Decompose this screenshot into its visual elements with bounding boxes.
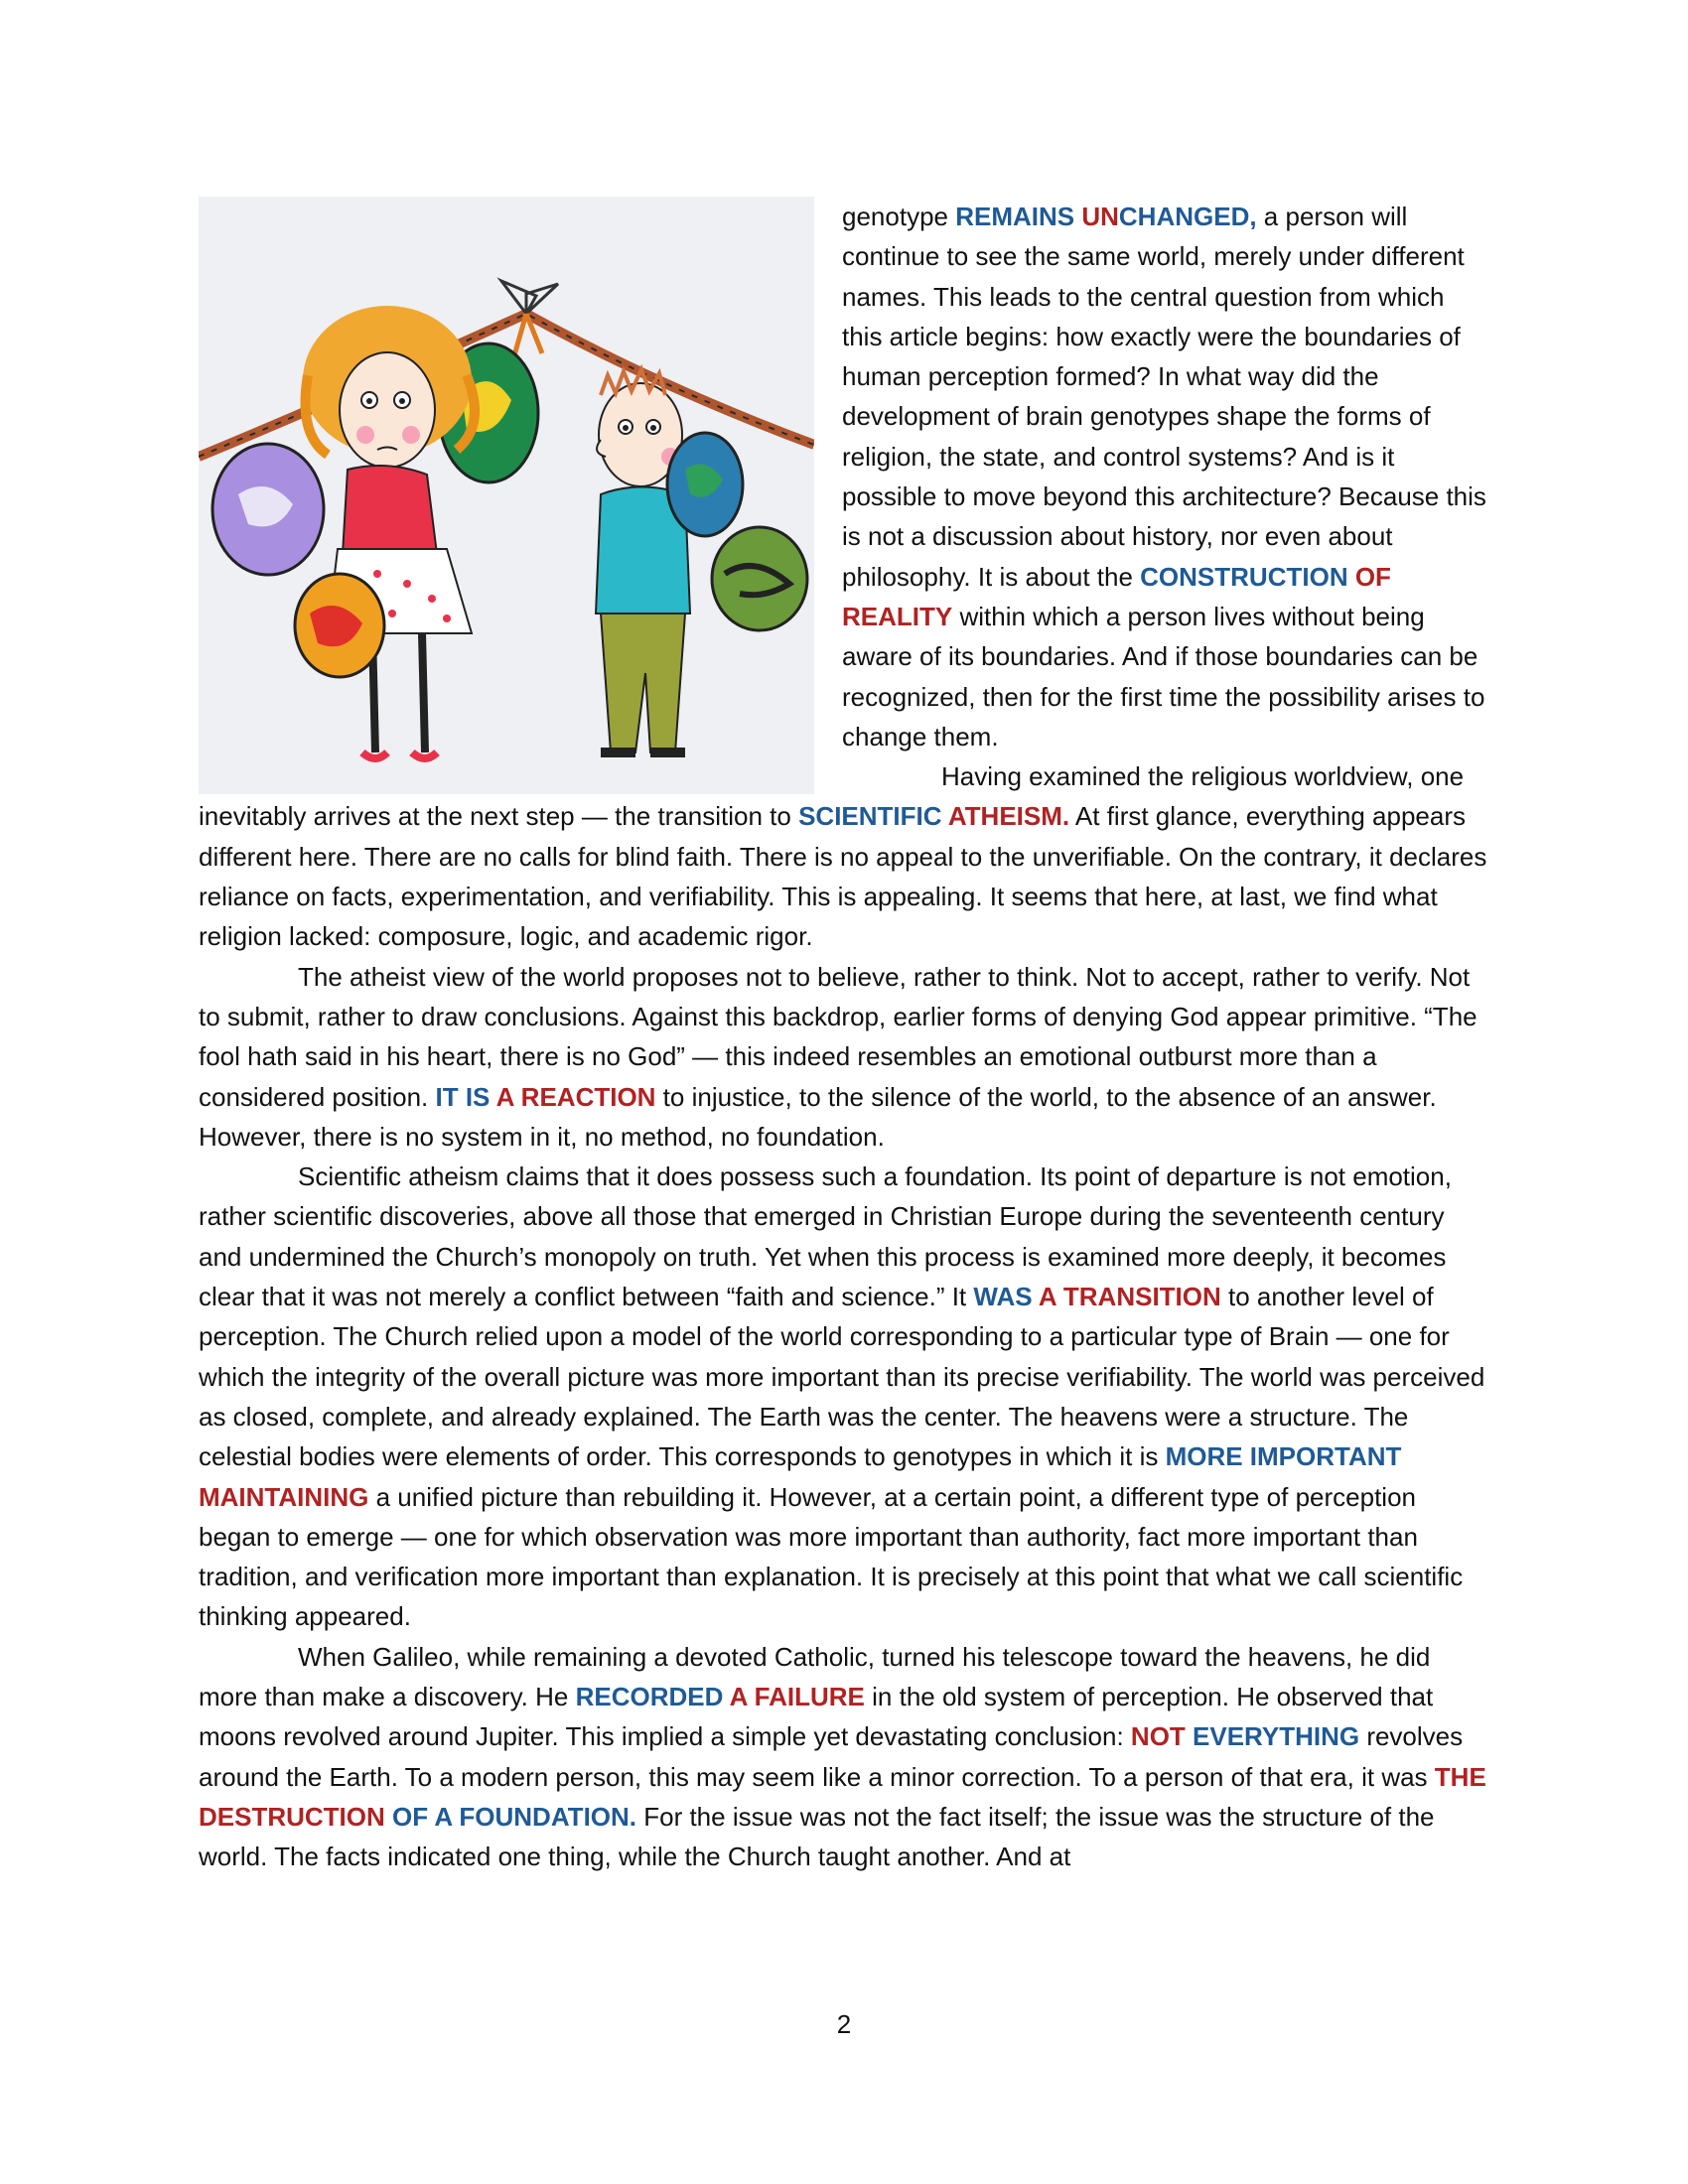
text-run: in the old system of perception. He observed that moons revolved around Jupiter. This implied a simple yet devastating conclusion:	[199, 1681, 1434, 1752]
emphasis-blue: MORE IMPORTANT	[1165, 1441, 1402, 1472]
emphasis-blue: RECORDED	[575, 1681, 730, 1711]
emphasis-red: A FAILURE	[729, 1681, 865, 1711]
emphasis-blue: CHANGED,	[1118, 202, 1257, 231]
paragraph-4	[199, 1157, 1489, 1637]
emphasis-blue: WAS	[973, 1282, 1039, 1312]
document-page	[199, 197, 1489, 1876]
text-run: When Galileo, while remaining a devoted Catholic, turned his telescope toward the heavens, he did more than make a discovery. He	[199, 1641, 1431, 1711]
page-number: 2	[836, 2009, 852, 2039]
emphasis-blue: REMAINS	[955, 202, 1082, 231]
emphasis-red: MAINTAINING	[199, 1481, 369, 1512]
text-run: genotype	[842, 202, 956, 231]
emphasis-blue: EVERYTHING	[1193, 1721, 1360, 1752]
emphasis-red: A TRANSITION	[1038, 1282, 1221, 1312]
text-run: to injustice, to the silence of the world, to the absence of an answer. However, there is no system in it, no method, no foundation.	[199, 1081, 1437, 1152]
text-run: Scientific atheism claims that it does possess such a foundation. Its point of departure is not emotion, rather scientific discoveries, above all those that emerged in Christian Europe during the seventeenth century and undermined the Church’s monopoly on truth. Yet when this process is examined more deeply, it becomes clear that it was not merely a conflict between “faith and science.” It	[199, 1161, 1452, 1312]
emphasis-red: UN	[1081, 202, 1119, 231]
text-run: The atheist view of the world proposes not to believe, rather to think. Not to accept, rather to verify. Not to submit, rather to draw conclusions. Against this backdrop, earlier forms of denying God appear primitive. “The fool hath said in his heart, there is no God” — this indeed resembles an emotional outburst more than a considered position.	[199, 961, 1477, 1112]
text-run: to another level of perception. The Church relied upon a model of the world corresponding to a particular type of Brain — one for which the integrity of the overall picture was more important than its precise verifiability. The world was perceived as closed, complete, and already explained. The Earth was the center. The heavens were a structure. The celestial bodies were elements of order. This corresponds to genotypes in which it is	[199, 1282, 1485, 1472]
text-run: revolves around the Earth. To a modern person, this may seem like a minor correction. To a person of that era, it was	[199, 1721, 1464, 1792]
emphasis-red: THE DESTRUCTION	[199, 1761, 1486, 1832]
text-run: Having examined the religious worldview, one inevitably arrives at the next step — the transition to	[199, 761, 1465, 832]
emphasis-red: A REACTION	[495, 1081, 656, 1112]
emphasis-blue: IT IS	[435, 1081, 496, 1112]
emphasis-red: NOT	[1130, 1721, 1194, 1752]
text-run: At first glance, everything appears different here. There are no calls for blind faith. There is no appeal to the unverifiable. On the contrary, it declares reliance on facts, experimentation, and verifiability. This is appealing. It seems that here, at last, we find what religion lacked: composure, logic, and academic rigor.	[199, 801, 1487, 952]
paragraph-5	[199, 1637, 1489, 1877]
illustration-drawing	[199, 197, 814, 794]
paragraph-3	[199, 957, 1489, 1157]
text-run: a person will continue to see the same world, merely under different names. This leads to the central question from which this article begins: how exactly were the boundaries of human perception formed? In what way did the development of brain genotypes shape the forms of religion, the state, and control systems? And is it possible to move beyond this architecture? Because this is not a discussion about history, nor even about philosophy. It is about the	[842, 202, 1486, 592]
emphasis-blue: CONSTRUCTION	[1140, 561, 1355, 592]
emphasis-blue: OF A FOUNDATION.	[392, 1801, 637, 1832]
emphasis-red: OF REALITY	[842, 561, 1391, 631]
cartoon-illustration	[199, 197, 814, 794]
emphasis-blue: SCIENTIFIC	[798, 801, 948, 832]
text-run: For the issue was not the fact itself; the issue was the structure of the world. The facts indicated one thing, while the Church taught another. And at	[199, 1801, 1435, 1872]
emphasis-red: ATHEISM.	[947, 801, 1070, 832]
text-run: a unified picture than rebuilding it. However, at a certain point, a different type of perception began to emerge — one for which observation was more important than authority, fact more important than tradition, and verification more important than explanation. It is precisely at this point that what we call scientific thinking appeared.	[199, 1481, 1464, 1632]
text-run: within which a person lives without being aware of its boundaries. And if those boundaries can be recognized, then for the first time the possibility arises to change them.	[842, 601, 1485, 751]
